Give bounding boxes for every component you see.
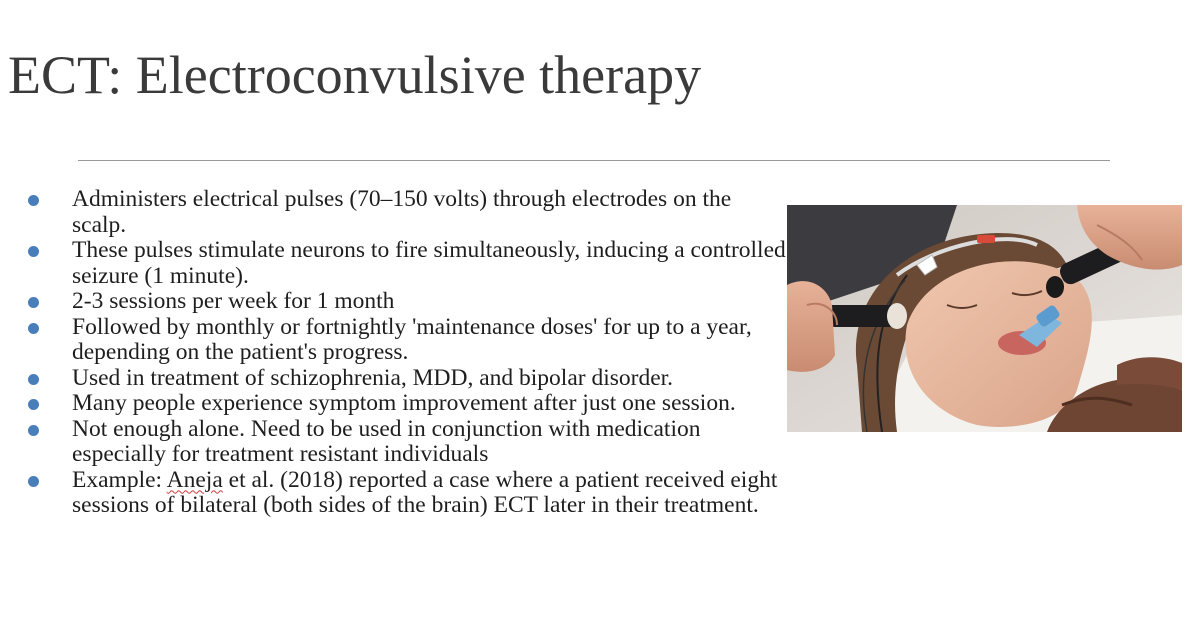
- slide-title: ECT: Electroconvulsive therapy: [8, 45, 702, 105]
- bullet-text: Used in treatment of schizophrenia, MDD, and bipolar disorder.: [72, 364, 674, 391]
- title-divider: [78, 160, 1110, 161]
- bullet-text: Not enough alone. Need to be used in conjunction with medication especially for treatment resistant individuals: [72, 415, 701, 467]
- bullet-dot-icon: [28, 425, 39, 436]
- bullet-item: [26, 391, 786, 417]
- example-prefix: Example:: [72, 466, 167, 493]
- bullet-list: [26, 187, 786, 519]
- bullet-item: [26, 289, 786, 315]
- example-text: et al. (2018) reported a case where a patient received eight sessions of bilateral (both sides of the brain) ECT later in their treatment.: [72, 466, 778, 518]
- bullet-dot-icon: [28, 323, 39, 334]
- bullet-dot-icon: [28, 195, 39, 206]
- bullet-item: [26, 315, 786, 366]
- bullet-item: [26, 366, 786, 392]
- bullet-item: [26, 417, 786, 468]
- bullet-text: 2-3 sessions per week for 1 month: [72, 288, 395, 314]
- bullet-text: Many people experience symptom improvement after just one session.: [72, 390, 736, 416]
- bullet-text: Followed by monthly or fortnightly 'maintenance doses' for up to a year, depending on the patient's progress.: [72, 313, 752, 365]
- ect-patient-photo: [787, 205, 1182, 432]
- bullet-dot-icon: [28, 374, 39, 385]
- bullet-item-example: [26, 468, 786, 519]
- bullet-text: Administers electrical pulses (70–150 volts) through electrodes on the scalp.: [72, 186, 732, 238]
- bullet-text: These pulses stimulate neurons to fire simultaneously, inducing a controlled seizure (1 minute).: [72, 237, 786, 289]
- bullet-dot-icon: [28, 297, 39, 308]
- bullet-dot-icon: [28, 476, 39, 487]
- bullet-dot-icon: [28, 246, 39, 257]
- bullet-item: [26, 238, 786, 289]
- bullet-dot-icon: [28, 399, 39, 410]
- bullet-item: [26, 187, 786, 238]
- spellcheck-flagged-word[interactable]: Aneja: [166, 466, 223, 493]
